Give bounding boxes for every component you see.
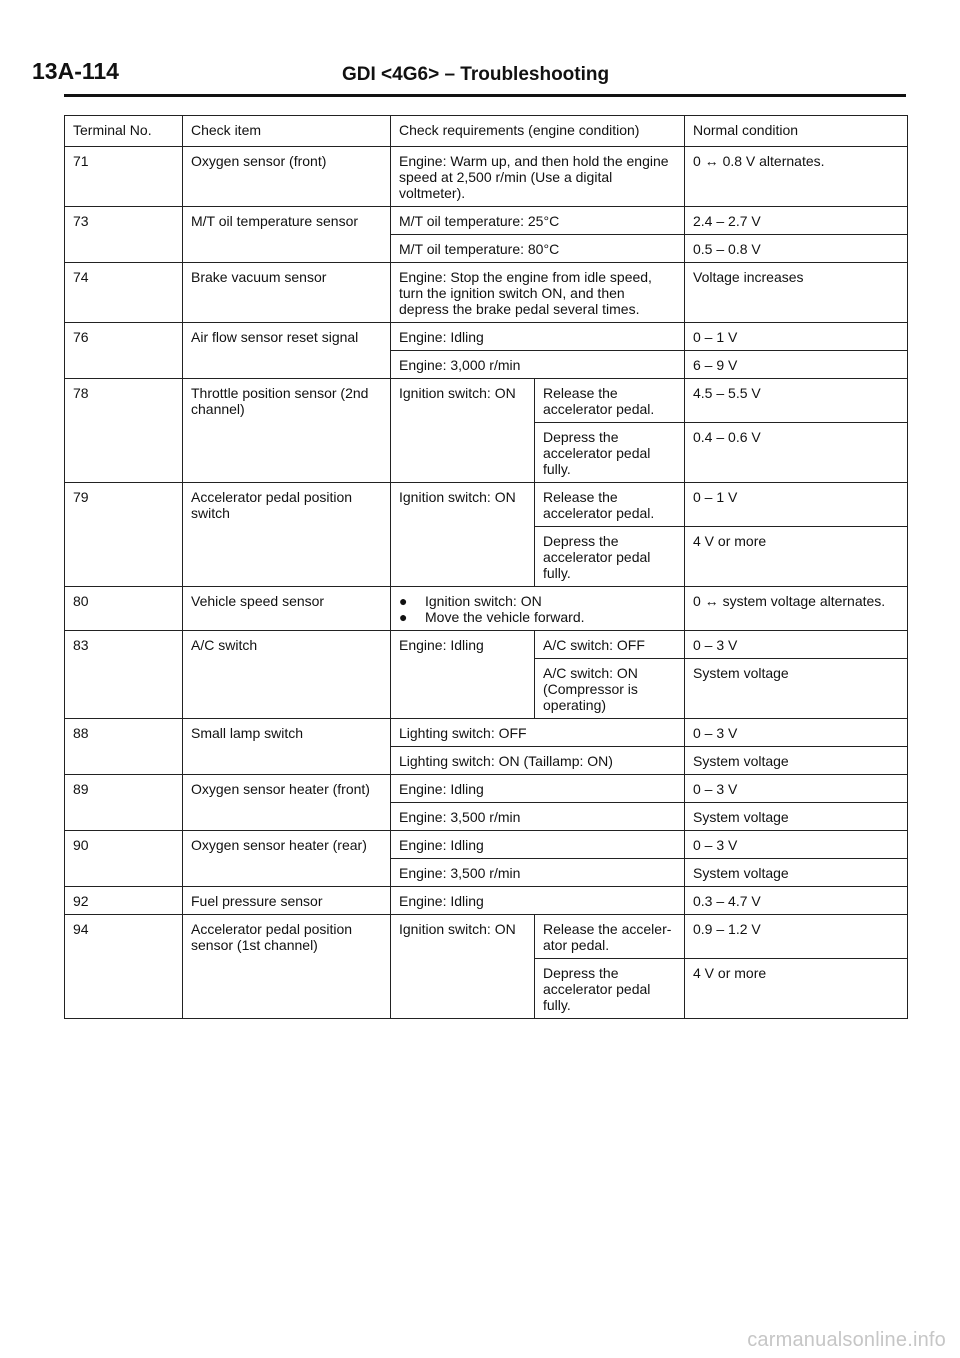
table-row [65, 775, 908, 803]
check-requirement: Engine: Idling [391, 323, 685, 351]
check-requirement: Engine: Warm up, and then hold the engine speed at 2,500 r/min (Use a digital voltmeter). [391, 147, 685, 207]
check-requirement: Engine: Idling [391, 887, 685, 915]
check-requirement: Engine: 3,000 r/min [391, 351, 685, 379]
normal-condition: 0.3 – 4.7 V [685, 887, 908, 915]
normal-condition: System voltage [685, 859, 908, 887]
bullet-item [399, 609, 676, 625]
check-requirement: Engine: Stop the engine from idle speed, turn the ignition switch ON, and then depress the brake pedal several times. [391, 263, 685, 323]
check-sub-condition: Release the acceler-ator pedal. [535, 915, 685, 959]
table-row [65, 631, 908, 659]
terminal-no: 78 [65, 379, 183, 483]
watermark: carmanualsonline.info [747, 1329, 946, 1351]
normal-condition: Voltage increases [685, 263, 908, 323]
normal-condition: 0 – 3 V [685, 775, 908, 803]
table-row [65, 147, 908, 207]
check-requirement: M/T oil temperature: 25°C [391, 207, 685, 235]
terminal-no: 80 [65, 587, 183, 631]
table-row [65, 263, 908, 323]
check-requirement: Engine: 3,500 r/min [391, 859, 685, 887]
table-row [65, 323, 908, 351]
bullet-icon: ● [399, 609, 408, 625]
normal-condition: 0 – 1 V [685, 483, 908, 527]
table-row [65, 483, 908, 527]
check-condition: Ignition switch: ON [391, 483, 535, 587]
table-row [65, 831, 908, 859]
table-row [65, 915, 908, 959]
check-item: Oxygen sensor (front) [183, 147, 391, 207]
check-sub-condition: A/C switch: ON (Compressor is operating) [535, 659, 685, 719]
check-item: Air flow sensor reset signal [183, 323, 391, 379]
table-row [65, 887, 908, 915]
check-requirement: M/T oil temperature: 80°C [391, 235, 685, 263]
normal-condition: 0 – 3 V [685, 831, 908, 859]
bullet-text: Ignition switch: ON [425, 593, 542, 609]
check-condition: Ignition switch: ON [391, 915, 535, 1019]
table-row [65, 379, 908, 423]
normal-condition: 4 V or more [685, 959, 908, 1019]
normal-condition: 0.4 – 0.6 V [685, 423, 908, 483]
normal-condition: System voltage [685, 659, 908, 719]
check-item: Oxygen sensor heater (front) [183, 775, 391, 831]
col-header-normal: Normal condition [685, 116, 908, 147]
check-item: Throttle position sensor (2nd channel) [183, 379, 391, 483]
check-condition: Engine: Idling [391, 631, 535, 719]
normal-condition: 0 – 3 V [685, 631, 908, 659]
check-sub-condition: Release the accelerator pedal. [535, 379, 685, 423]
page-number: 13A-114 [32, 58, 119, 84]
check-sub-condition: Depress the accelerator pedal fully. [535, 423, 685, 483]
terminal-no: 92 [65, 887, 183, 915]
header-rule [64, 94, 906, 97]
table-row [65, 587, 908, 631]
bullet-item [399, 593, 676, 609]
normal-condition: 0.9 – 1.2 V [685, 915, 908, 959]
terminal-no: 88 [65, 719, 183, 775]
check-item: Accelerator pedal position sensor (1st channel) [183, 915, 391, 1019]
check-requirement: Lighting switch: OFF [391, 719, 685, 747]
normal-condition: 0 – 1 V [685, 323, 908, 351]
col-header-requirements: Check requirements (engine condition) [391, 116, 685, 147]
normal-condition: 0 ↔ 0.8 V alternates. [685, 147, 908, 207]
normal-condition: 2.4 – 2.7 V [685, 207, 908, 235]
check-item: A/C switch [183, 631, 391, 719]
normal-condition: 6 – 9 V [685, 351, 908, 379]
normal-condition: System voltage [685, 803, 908, 831]
terminal-no: 89 [65, 775, 183, 831]
page-title: GDI <4G6> – Troubleshooting [342, 64, 610, 85]
terminal-no: 83 [65, 631, 183, 719]
normal-condition: 4 V or more [685, 527, 908, 587]
check-item: Vehicle speed sensor [183, 587, 391, 631]
check-requirement: Lighting switch: ON (Taillamp: ON) [391, 747, 685, 775]
check-requirement: Engine: Idling [391, 775, 685, 803]
terminal-no: 76 [65, 323, 183, 379]
check-sub-condition: Depress the accelerator pedal fully. [535, 959, 685, 1019]
check-item: Fuel pressure sensor [183, 887, 391, 915]
bullet-icon: ● [399, 593, 408, 609]
check-sub-condition: Release the accelerator pedal. [535, 483, 685, 527]
normal-condition: 0.5 – 0.8 V [685, 235, 908, 263]
check-sub-condition: A/C switch: OFF [535, 631, 685, 659]
table-header-row [65, 116, 908, 147]
check-requirement [391, 587, 685, 631]
terminal-no: 73 [65, 207, 183, 263]
table-row [65, 719, 908, 747]
table-row [65, 207, 908, 235]
terminal-no: 79 [65, 483, 183, 587]
terminal-no: 71 [65, 147, 183, 207]
terminal-no: 94 [65, 915, 183, 1019]
col-header-check-item: Check item [183, 116, 391, 147]
terminal-no: 90 [65, 831, 183, 887]
normal-condition: 0 – 3 V [685, 719, 908, 747]
check-requirement: Engine: 3,500 r/min [391, 803, 685, 831]
check-item: M/T oil temperature sensor [183, 207, 391, 263]
normal-condition: 0 ↔ system voltage alternates. [685, 587, 908, 631]
bullet-text: Move the vehicle forward. [425, 609, 585, 625]
col-header-terminal: Terminal No. [65, 116, 183, 147]
check-item: Brake vacuum sensor [183, 263, 391, 323]
check-sub-condition: Depress the accelerator pedal fully. [535, 527, 685, 587]
normal-condition: System voltage [685, 747, 908, 775]
check-item: Small lamp switch [183, 719, 391, 775]
check-item: Oxygen sensor heater (rear) [183, 831, 391, 887]
check-condition: Ignition switch: ON [391, 379, 535, 483]
troubleshooting-table [64, 115, 908, 1019]
check-requirement: Engine: Idling [391, 831, 685, 859]
check-item: Accelerator pedal position switch [183, 483, 391, 587]
terminal-no: 74 [65, 263, 183, 323]
normal-condition: 4.5 – 5.5 V [685, 379, 908, 423]
